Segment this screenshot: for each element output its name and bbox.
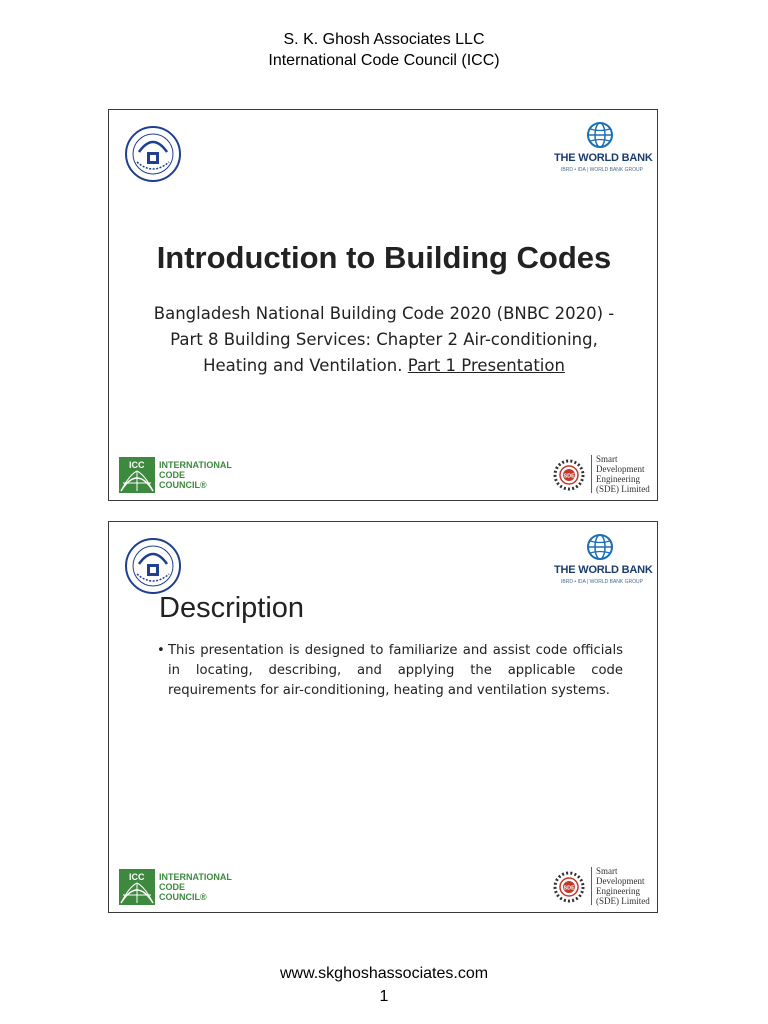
sde-mark-text: SDE (563, 885, 575, 892)
sde-gear-icon (551, 457, 587, 493)
subtitle-underlined-text: Part 1 Presentation (407, 356, 565, 375)
slide-1 (108, 109, 658, 501)
icc-mark-text: ICC (129, 460, 145, 470)
sde-divider (591, 867, 592, 905)
icc-logo (119, 869, 232, 905)
page-header (0, 29, 768, 71)
sde-name-line: Development (596, 876, 645, 886)
world-bank-subtitle: IBRD • IDA | WORLD BANK GROUP (561, 579, 643, 585)
sde-gear-icon (551, 869, 587, 905)
sde-name-line: (SDE) Limited (596, 484, 650, 494)
icc-logo (119, 457, 232, 493)
sde-name-line: Smart (596, 866, 618, 876)
globe-icon (587, 122, 613, 148)
bangladesh-housing-seal-icon (125, 538, 181, 594)
website-link[interactable]: www.skghoshassociates.com (279, 965, 489, 982)
icc-mark-text: ICC (129, 872, 145, 882)
icc-name-line: CODE (159, 882, 186, 892)
subtitle-text: Heating and Ventilation. (203, 356, 408, 375)
sde-name (596, 866, 650, 906)
world-bank-logo (554, 122, 653, 178)
sde-name-line: Development (596, 464, 645, 474)
slide-2 (108, 521, 658, 913)
sde-name-line: Engineering (596, 886, 640, 896)
world-bank-name: THE WORLD BANK (554, 564, 653, 576)
sde-name-line: Engineering (596, 474, 640, 484)
sde-name-line: (SDE) Limited (596, 896, 650, 906)
icc-name-line: COUNCIL® (159, 480, 207, 490)
bullet-icon: • (157, 643, 165, 658)
icc-name (159, 872, 232, 902)
subtitle-line: Part 8 Building Services: Chapter 2 Air-conditioning, (170, 330, 598, 349)
page-number: 1 (379, 988, 389, 1005)
icc-globe-icon (119, 457, 155, 493)
sde-logo (551, 865, 651, 907)
subtitle-line (129, 353, 639, 379)
icc-name-line: CODE (159, 470, 186, 480)
page-footer (0, 962, 768, 1008)
bullet-item (157, 641, 623, 701)
icc-name (159, 460, 232, 490)
slide-title: Introduction to Building Codes (156, 240, 612, 275)
globe-icon (587, 534, 613, 560)
organization-name: International Code Council (ICC) (268, 52, 500, 69)
sde-divider (591, 455, 592, 493)
sde-logo (551, 453, 651, 495)
sde-name-line: Smart (596, 454, 618, 464)
subtitle-line: Bangladesh National Building Code 2020 (BNBC 2020) - (153, 304, 615, 323)
sde-mark-text: SDE (563, 473, 575, 480)
world-bank-name: THE WORLD BANK (554, 152, 653, 164)
icc-globe-icon (119, 869, 155, 905)
slide-title: Description (159, 592, 305, 624)
world-bank-subtitle: IBRD • IDA | WORLD BANK GROUP (561, 167, 643, 173)
sde-name (596, 454, 650, 494)
bullet-text: This presentation is designed to familiarize and assist code officials in locating, describing, and applying the applicable code requirements for air-conditioning, heating and ventilation systems. (168, 643, 623, 698)
world-bank-logo (554, 534, 653, 590)
icc-name-line: COUNCIL® (159, 892, 207, 902)
slide-subtitle (129, 301, 639, 379)
company-name: S. K. Ghosh Associates LLC (283, 31, 485, 48)
icc-name-line: INTERNATIONAL (159, 872, 232, 882)
icc-name-line: INTERNATIONAL (159, 460, 232, 470)
bangladesh-housing-seal-icon (125, 126, 181, 182)
